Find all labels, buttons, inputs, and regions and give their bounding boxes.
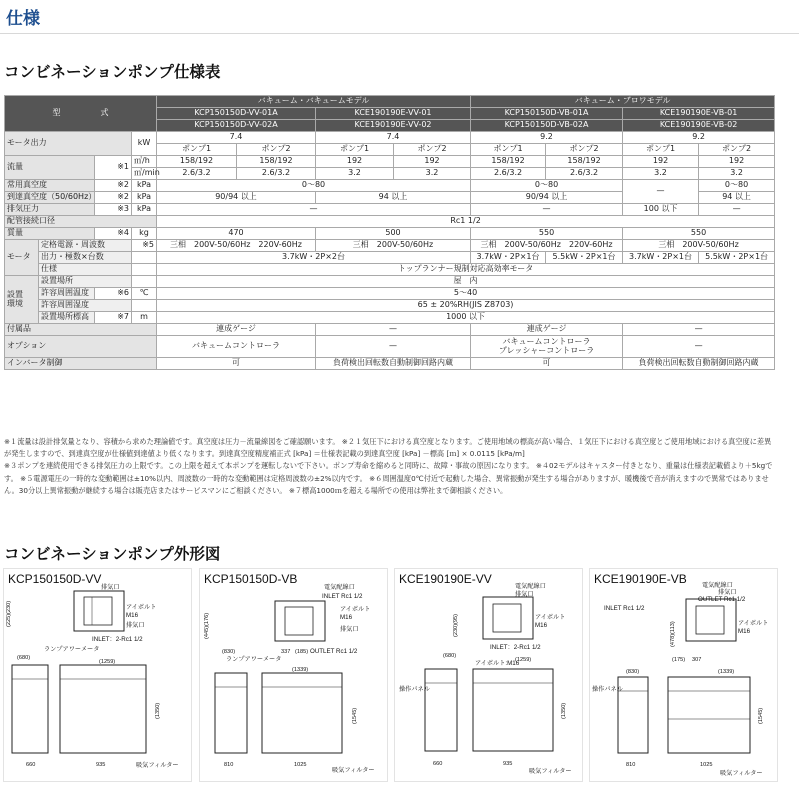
dim-label: 810 (626, 762, 636, 768)
footnote: ※１流量は設計排気量となり、容積から求めた理論値です。真空度は圧力－流量線図をご確認願います。 ※２１気圧下における真空度となります。ご使用地域の標高が高い場合、１気圧下における真空度とご使用地域における真空度に差異が発生しますので、到達真空度が仕様値到達値より低くなります。到達真空度精度補正式 [kPa] ＝仕様表記載の到達真空度 [kPa] －標高 [ｍ] × 0.0115 [kPa/m] (4, 437, 772, 459)
value-cell: 3.7kW・2P×1台 (471, 252, 546, 264)
value-cell: — (623, 324, 775, 336)
note-mark: ※3 (95, 204, 132, 216)
value-cell: 3.7kW・2P×1台 (623, 252, 699, 264)
value-cell: 550 (623, 228, 775, 240)
label-wiring: 電気配線口 (515, 583, 546, 590)
value-cell: 470 (157, 228, 316, 240)
label-wiring: 電気配線口 (702, 582, 733, 589)
dim-label: (175) (672, 657, 686, 663)
label-eyebolt: アイボルト (738, 620, 769, 627)
empty-cell (132, 276, 157, 288)
table-row (5, 276, 775, 288)
dim-label: (1350) (155, 702, 161, 719)
value-cell: — (699, 204, 775, 216)
value-cell: 90/94 以上 (471, 192, 623, 204)
value-cell: 3.7kW・2P×2台 (157, 252, 471, 264)
value-cell: 3.2 (316, 168, 394, 180)
dim-label: (1545) (352, 707, 358, 724)
row-label: 到達真空度（50/60Hz） (5, 192, 95, 204)
pump-label: ポンプ2 (394, 144, 471, 156)
unit-cell: ℃ (132, 288, 157, 300)
label-panel: 操作パネル (592, 686, 623, 693)
label-inlet: INLET Rc1 1/2 (322, 593, 363, 600)
value-cell: トップランナー規制対応高効率モータ (157, 264, 775, 276)
note-mark: ※5 (132, 240, 157, 252)
dim-label: 810 (224, 762, 234, 768)
model-name: KCE190190E-VV-02 (316, 120, 471, 132)
dim-label: 660 (433, 761, 443, 767)
table-row (5, 228, 775, 240)
row-label: 設置場所標高 (39, 312, 95, 324)
value-cell: 9.2 (623, 132, 775, 144)
model-name: KCE190190E-VV-01 (316, 108, 471, 120)
model-name: KCP150150D-VB (204, 572, 298, 586)
model-name: KCE190190E-VV (399, 572, 492, 586)
row-label: モータ出力 (5, 132, 132, 156)
table-row (5, 216, 775, 228)
dim-label: 307 (692, 657, 702, 663)
dim-label: (1259) (99, 659, 116, 665)
label-outlet: OUTLET Rc1 1/2 (698, 596, 746, 603)
dim-label: (680) (17, 655, 31, 661)
value-cell: 三相 200V-50/60Hz 220V-60Hz (471, 240, 623, 252)
label-inlet: INLET Rc1 1/2 (604, 605, 645, 612)
value-cell: 158/192 (237, 156, 316, 168)
label-filter: 吸気フィルター (136, 762, 179, 769)
value-cell: 0～80 (157, 180, 471, 192)
dimension-drawing (394, 568, 583, 782)
group-vv-header: バキューム・バキュームモデル (157, 96, 471, 108)
note-mark: ※7 (95, 312, 132, 324)
label-lamp: ランプアワーメータ (226, 656, 282, 663)
dim-label: (1350) (561, 702, 567, 719)
front-view (473, 669, 553, 751)
front-view (262, 673, 342, 753)
value-cell: 連成ゲージ (157, 324, 316, 336)
table-row (5, 180, 775, 192)
row-group-label: 設置 環境 (5, 276, 39, 324)
note-mark: ※1 (95, 156, 132, 180)
dim-label: (478)(113) (670, 621, 676, 647)
note-mark: ※2 (95, 180, 132, 192)
label-m16: M16 (340, 614, 353, 621)
value-cell: 192 (316, 156, 394, 168)
table-row (5, 300, 775, 312)
value-cell: 0～80 (699, 180, 775, 192)
dim-label: (830) (222, 649, 236, 655)
note-mark: ※6 (95, 288, 132, 300)
label-outlet: OUTLET Rc1 1/2 (310, 648, 358, 655)
label-inlet: INLET：2-Rc1 1/2 (92, 636, 143, 643)
model-name: KCP150150D-VV (8, 572, 102, 586)
label-wiring: 電気配線口 (324, 584, 355, 591)
value-cell: 三相 200V-50/60Hz 220V-60Hz (157, 240, 316, 252)
value-cell: — (623, 180, 699, 204)
dimension-drawing (199, 568, 388, 782)
label-exhaust: 排気口 (515, 591, 534, 598)
dim-label: 660 (26, 762, 36, 768)
dim-label: 337 (281, 649, 291, 655)
dim-label: (225)(230) (6, 600, 12, 627)
pump-port (493, 604, 521, 632)
divider (0, 33, 799, 34)
label-filter: 吸気フィルター (529, 768, 572, 775)
pump-label: ポンプ1 (157, 144, 237, 156)
unit-cell: kg (132, 228, 157, 240)
front-view (60, 665, 146, 753)
value-cell: 94 以上 (699, 192, 775, 204)
row-label: 質量 (5, 228, 95, 240)
value-cell: 三相 200V-50/60Hz (623, 240, 775, 252)
pump-label: ポンプ1 (316, 144, 394, 156)
row-label: 流量 (5, 156, 95, 180)
value-cell: 5.5kW・2P×1台 (699, 252, 775, 264)
value-cell: 7.4 (157, 132, 316, 144)
spec-table (4, 95, 775, 370)
empty-cell (132, 252, 157, 264)
unit-cell: kPa (132, 192, 157, 204)
row-label: 常用真空度 (5, 180, 95, 192)
value-cell: 9.2 (471, 132, 623, 144)
label-exhaust: 排気口 (718, 589, 737, 596)
value-cell: 三相 200V-50/60Hz (316, 240, 471, 252)
row-label: 許容周囲温度 (39, 288, 95, 300)
model-name: KCP150150D-VB-01A (471, 108, 623, 120)
dimension-drawing (589, 568, 778, 782)
model-header-cell: 型 式 (5, 96, 157, 132)
value-cell: バキュームコントローラ (157, 336, 316, 358)
table-row (5, 312, 775, 324)
value-cell: バキュームコントローラ プレッシャーコントローラ (471, 336, 623, 358)
empty-cell (132, 264, 157, 276)
value-cell: 192 (699, 156, 775, 168)
side-view (425, 669, 457, 751)
value-cell: 2.6/3.2 (157, 168, 237, 180)
value-cell: — (623, 336, 775, 358)
value-cell: 3.2 (394, 168, 471, 180)
dim-label: (1339) (292, 667, 309, 673)
row-label: 許容周囲湿度 (39, 300, 132, 312)
label-eyebolt2: アイボルト:M16 (475, 660, 520, 667)
empty-cell (132, 300, 157, 312)
value-cell: — (157, 204, 471, 216)
value-cell: 屋 内 (157, 276, 775, 288)
drawing-svg (200, 569, 389, 783)
value-cell: 192 (623, 156, 699, 168)
label-exhaust: 排気口 (340, 626, 359, 633)
value-cell: 2.6/3.2 (471, 168, 546, 180)
row-label: 排気圧力 (5, 204, 95, 216)
row-label: 配管接続口径 (5, 216, 157, 228)
dim-label: 1025 (294, 762, 307, 768)
row-label: 付属品 (5, 324, 157, 336)
value-cell: 0～80 (471, 180, 623, 192)
note-mark: ※2 (95, 192, 132, 204)
model-name: KCP150150D-VV-01A (157, 108, 316, 120)
pump-label: ポンプ1 (471, 144, 546, 156)
pump-port (696, 606, 724, 634)
value-cell: 65 ± 20%RH(JIS Z8703) (157, 300, 775, 312)
table-row (5, 240, 775, 252)
label-exhaust: 排気口 (126, 622, 145, 629)
dimension-drawing (3, 568, 192, 782)
footnote: ※３ポンプを連続使用できる排気圧力の上限です。この上限を超えて本ポンプを運転しないで下さい。ポンプ寿命を縮めると同時に、故障・事故の原因になります。 ※４02モデルはキャスター付きとなり、重量は仕様表記載値より＋5kgです。 ※５電源電圧の一時的な変動範囲は±10%以内、周波数の一時的な変動範囲は定格周波数の±2%以内です。 ※６周囲温度0℃付近で起動した場合、異常振動が発生する場合がありますが、暖機後で音が消えますので異常ではありません。30分以上異常振動が継続する場合は販売店またはサービスマンにご相談ください。 ※７標高1000ｍを超える場所での使用は弊社まで御相談ください。 (4, 461, 773, 495)
dim-label: (680) (443, 653, 457, 659)
table-row (5, 204, 775, 216)
value-cell: 90/94 以上 (157, 192, 316, 204)
model-name: KCP150150D-VV-02A (157, 120, 316, 132)
value-cell: — (316, 336, 471, 358)
row-label: 定格電源・周波数 (39, 240, 132, 252)
pump-label: ポンプ2 (699, 144, 775, 156)
dim-label: 935 (96, 762, 106, 768)
value-cell: 158/192 (157, 156, 237, 168)
model-name: KCP150150D-VB-02A (471, 120, 623, 132)
label-eyebolt: アイボルト (535, 614, 566, 621)
value-cell: 可 (157, 358, 316, 370)
label-m16: M16 (738, 628, 751, 635)
table-row (5, 132, 775, 144)
value-cell: 158/192 (471, 156, 546, 168)
value-cell: — (471, 204, 623, 216)
dim-label: 935 (503, 761, 513, 767)
value-cell: 連成ゲージ (471, 324, 623, 336)
unit-cell: ㎥/min (132, 168, 157, 180)
label-m16: M16 (126, 612, 139, 619)
header-row-1 (5, 96, 775, 108)
group-vb-header: バキューム・ブロワモデル (471, 96, 775, 108)
pump-label: ポンプ2 (546, 144, 623, 156)
dim-label: (1545) (758, 707, 764, 724)
drawing-svg (590, 569, 779, 783)
spec-table-title: コンビネーションポンプ仕様表 (4, 63, 221, 81)
value-cell: 94 以上 (316, 192, 471, 204)
model-name: KCE190190E-VB (594, 572, 687, 586)
label-inlet: INLET：2-Rc1 1/2 (490, 644, 541, 651)
value-cell: 5～40 (157, 288, 775, 300)
dimension-drawings-title: コンビネーションポンプ外形図 (4, 545, 221, 563)
note-mark: ※4 (95, 228, 132, 240)
table-row (5, 156, 775, 168)
unit-cell: ㎥/h (132, 156, 157, 168)
model-name: KCE190190E-VB-01 (623, 108, 775, 120)
value-cell: — (316, 324, 471, 336)
value-cell: 3.2 (699, 168, 775, 180)
side-view (12, 665, 48, 753)
footnotes (4, 436, 774, 497)
row-label: オプション (5, 336, 157, 358)
unit-cell: kPa (132, 204, 157, 216)
unit-cell: m (132, 312, 157, 324)
value-cell: 1000 以下 (157, 312, 775, 324)
side-view (215, 673, 247, 753)
row-group-label: モータ (5, 240, 39, 276)
value-cell: 550 (471, 228, 623, 240)
table-row (5, 264, 775, 276)
label-eyebolt: アイボルト (126, 604, 157, 611)
dim-label: (185) (295, 649, 309, 655)
dim-label: (1339) (718, 669, 735, 675)
row-label: 仕様 (39, 264, 132, 276)
table-row (5, 324, 775, 336)
value-cell: 2.6/3.2 (237, 168, 316, 180)
unit-cell: kPa (132, 180, 157, 192)
row-label: インバータ制御 (5, 358, 157, 370)
table-row (5, 252, 775, 264)
drawing-svg (395, 569, 584, 783)
model-name: KCE190190E-VB-02 (623, 120, 775, 132)
value-cell: 7.4 (316, 132, 471, 144)
value-cell: 3.2 (623, 168, 699, 180)
pump-label: ポンプ2 (237, 144, 316, 156)
dim-label: 1025 (700, 762, 713, 768)
value-cell: 500 (316, 228, 471, 240)
value-cell: 可 (471, 358, 623, 370)
pump-port (84, 597, 112, 625)
dim-label: (830) (626, 669, 640, 675)
pump-port (285, 607, 313, 635)
front-view (668, 677, 750, 753)
value-cell: Rc1 1/2 (157, 216, 775, 228)
dim-label: (1259) (515, 657, 532, 663)
label-lamp: ランプアワーメータ (44, 646, 100, 653)
dim-label: (230)(95) (453, 613, 459, 637)
value-cell: 負荷検出回転数自動制御回路内蔵 (623, 358, 775, 370)
pump-top-view (686, 599, 736, 641)
label-filter: 吸気フィルター (720, 770, 763, 777)
label-panel: 操作パネル (399, 686, 430, 693)
value-cell: 2.6/3.2 (546, 168, 623, 180)
value-cell: 負荷検出回転数自動制御回路内蔵 (316, 358, 471, 370)
label-eyebolt: アイボルト (340, 606, 371, 613)
label-exhaust-mouth: 排気口 (101, 584, 120, 591)
value-cell: 5.5kW・2P×1台 (546, 252, 623, 264)
pump-label: ポンプ1 (623, 144, 699, 156)
row-label: 出力・極数×台数 (39, 252, 132, 264)
page-section-heading: 仕様 (6, 9, 40, 29)
value-cell: 100 以下 (623, 204, 699, 216)
unit-cell: kW (132, 132, 157, 156)
pump-top-view (483, 597, 533, 639)
dim-label: (445)(176) (204, 612, 210, 639)
value-cell: 192 (394, 156, 471, 168)
table-row (5, 288, 775, 300)
label-m16: M16 (535, 622, 548, 629)
value-cell: 158/192 (546, 156, 623, 168)
table-row (5, 358, 775, 370)
table-row (5, 336, 775, 358)
drawing-svg (4, 569, 193, 783)
label-filter: 吸気フィルター (332, 767, 375, 774)
row-label: 設置場所 (39, 276, 132, 288)
